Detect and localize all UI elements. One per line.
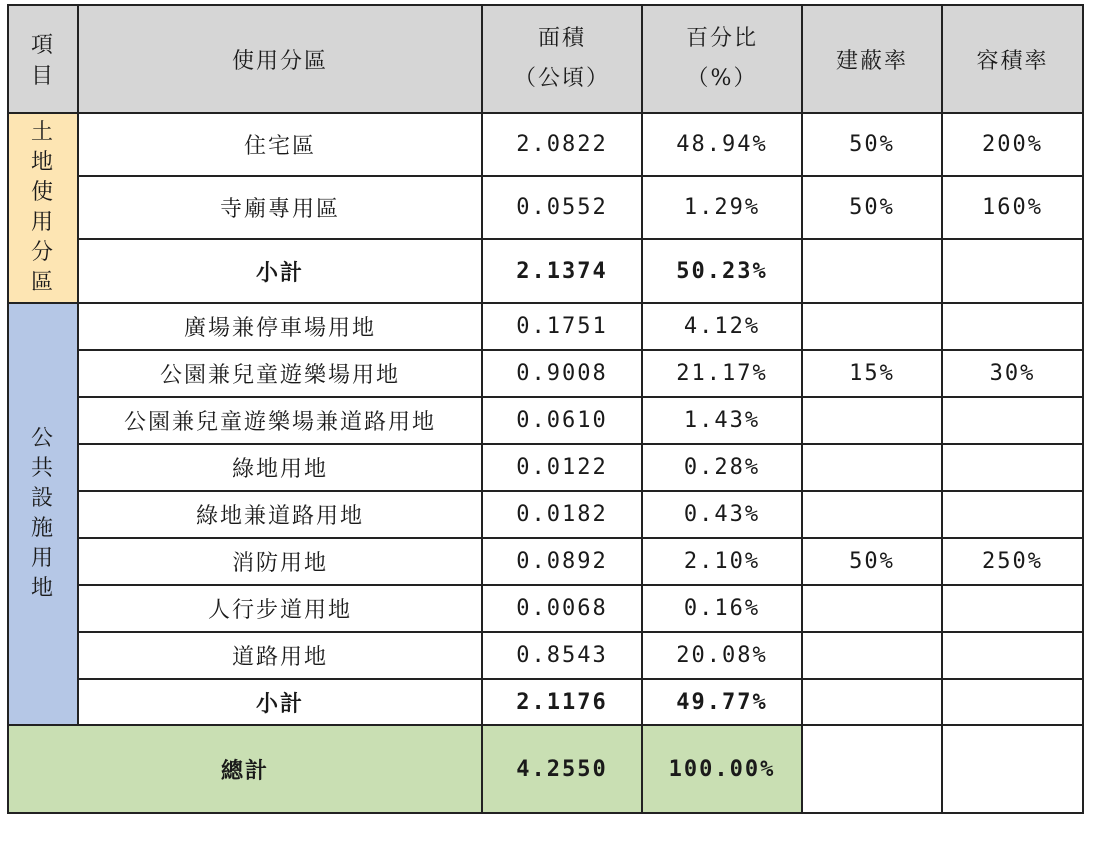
far-value (942, 303, 1083, 350)
percent-value: 21.17% (642, 350, 802, 397)
zone-name: 住宅區 (78, 113, 482, 176)
empty-cell (802, 239, 942, 303)
bcr-value (802, 303, 942, 350)
far-value: 250% (942, 538, 1083, 585)
total-row (8, 725, 1083, 813)
zone-name: 公園兼兒童遊樂場兼道路用地 (78, 397, 482, 444)
table-row (8, 113, 1083, 176)
far-value: 160% (942, 176, 1083, 239)
area-value: 0.0552 (482, 176, 642, 239)
empty-cell (942, 679, 1083, 725)
far-value (942, 491, 1083, 538)
table-row (8, 350, 1083, 397)
table-row (8, 632, 1083, 679)
zone-name: 公園兼兒童遊樂場用地 (78, 350, 482, 397)
header-item: 項目 (8, 5, 78, 113)
total-percent: 100.00% (642, 725, 802, 813)
header-far: 容積率 (942, 5, 1083, 113)
far-value: 200% (942, 113, 1083, 176)
table-row (8, 176, 1083, 239)
percent-value: 1.43% (642, 397, 802, 444)
bcr-value (802, 397, 942, 444)
subtotal-label: 小計 (78, 239, 482, 303)
area-value: 0.0892 (482, 538, 642, 585)
table-row (8, 444, 1083, 491)
total-area: 4.2550 (482, 725, 642, 813)
zone-name: 綠地用地 (78, 444, 482, 491)
zoning-table (7, 4, 1084, 814)
percent-value: 0.16% (642, 585, 802, 632)
far-value (942, 585, 1083, 632)
area-value: 2.0822 (482, 113, 642, 176)
empty-cell (802, 679, 942, 725)
percent-value: 0.28% (642, 444, 802, 491)
subtotal-area: 2.1176 (482, 679, 642, 725)
empty-cell (802, 725, 942, 813)
table-row (8, 585, 1083, 632)
subtotal-percent: 49.77% (642, 679, 802, 725)
table-row (8, 303, 1083, 350)
area-value: 0.0610 (482, 397, 642, 444)
bcr-value: 15% (802, 350, 942, 397)
far-value (942, 632, 1083, 679)
area-value: 0.0068 (482, 585, 642, 632)
percent-value: 1.29% (642, 176, 802, 239)
zone-name: 綠地兼道路用地 (78, 491, 482, 538)
category-public-facilities: 公共設施用地 (8, 303, 78, 725)
subtotal-area: 2.1374 (482, 239, 642, 303)
far-value (942, 444, 1083, 491)
zone-name: 人行步道用地 (78, 585, 482, 632)
header-percent: 百分比 （%） (642, 5, 802, 113)
subtotal-label: 小計 (78, 679, 482, 725)
subtotal-row (8, 679, 1083, 725)
table-row (8, 538, 1083, 585)
far-value: 30% (942, 350, 1083, 397)
zone-name: 消防用地 (78, 538, 482, 585)
category-land-use: 土地使用分區 (8, 113, 78, 303)
bcr-value: 50% (802, 538, 942, 585)
header-zone: 使用分區 (78, 5, 482, 113)
area-value: 0.1751 (482, 303, 642, 350)
bcr-value: 50% (802, 176, 942, 239)
area-value: 0.9008 (482, 350, 642, 397)
percent-value: 0.43% (642, 491, 802, 538)
empty-cell (942, 239, 1083, 303)
area-value: 0.0182 (482, 491, 642, 538)
bcr-value (802, 444, 942, 491)
zone-name: 道路用地 (78, 632, 482, 679)
bcr-value (802, 585, 942, 632)
area-value: 0.0122 (482, 444, 642, 491)
far-value (942, 397, 1083, 444)
header-area: 面積 （公頃） (482, 5, 642, 113)
percent-value: 4.12% (642, 303, 802, 350)
subtotal-percent: 50.23% (642, 239, 802, 303)
percent-value: 20.08% (642, 632, 802, 679)
total-label: 總計 (8, 725, 482, 813)
percent-value: 48.94% (642, 113, 802, 176)
table-row (8, 397, 1083, 444)
bcr-value (802, 632, 942, 679)
area-value: 0.8543 (482, 632, 642, 679)
subtotal-row (8, 239, 1083, 303)
bcr-value: 50% (802, 113, 942, 176)
bcr-value (802, 491, 942, 538)
table-row (8, 491, 1083, 538)
header-row (8, 5, 1083, 113)
percent-value: 2.10% (642, 538, 802, 585)
zone-name: 寺廟專用區 (78, 176, 482, 239)
header-bcr: 建蔽率 (802, 5, 942, 113)
empty-cell (942, 725, 1083, 813)
zone-name: 廣場兼停車場用地 (78, 303, 482, 350)
